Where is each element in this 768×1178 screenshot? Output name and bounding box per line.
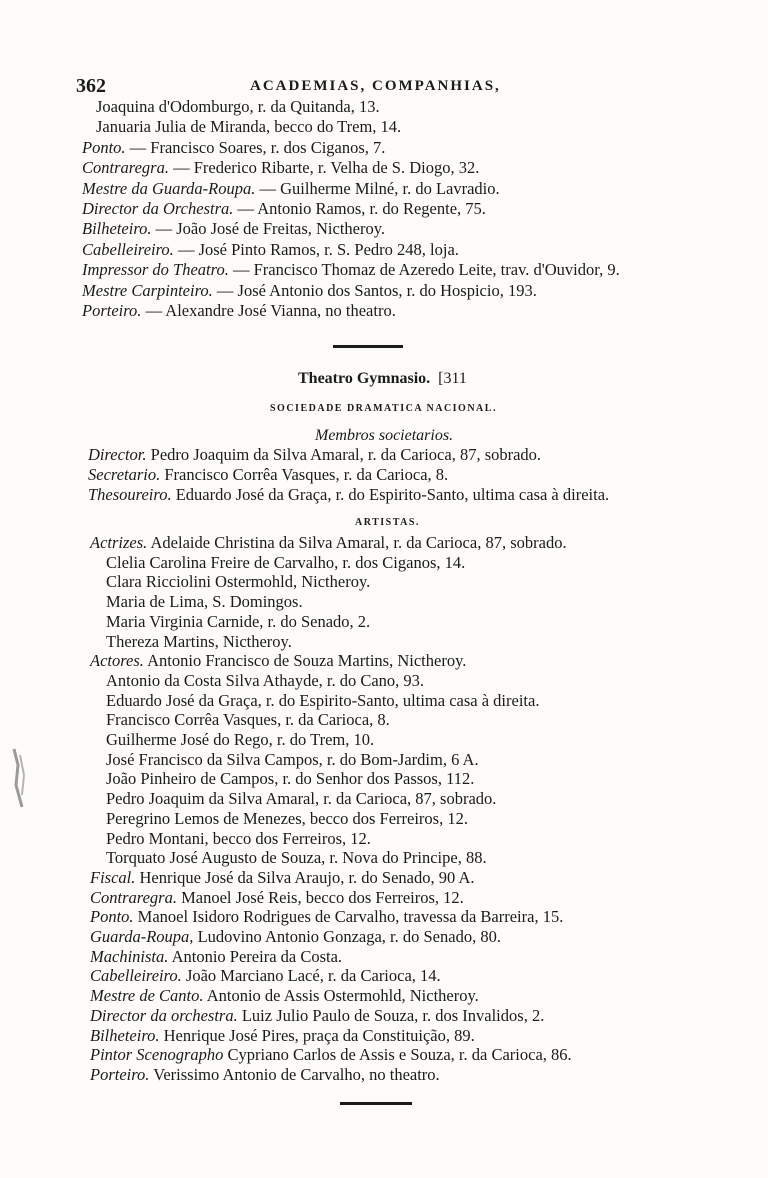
list-item: [82, 179, 500, 199]
role-label: Bilheteiro.: [82, 219, 152, 239]
entry-text: Antonio Francisco de Souza Martins, Nictheroy.: [143, 651, 467, 671]
role-label: Mestre da Guarda-Roupa.: [82, 178, 256, 198]
role-label: Actrizes.: [90, 533, 148, 552]
entry-text: Maria Virginia Carnide, r. do Senado, 2.: [106, 611, 371, 631]
list-item: [90, 1045, 572, 1065]
role-label: Porteiro.: [82, 301, 142, 320]
role-label: Fiscal.: [90, 867, 136, 887]
list-item: [82, 199, 486, 219]
list-item: [82, 158, 479, 178]
entry-text: João Pinheiro de Campos, r. do Senhor dos Passos, 112.: [106, 769, 475, 789]
role-label: Machinista.: [90, 946, 169, 966]
list-item: [88, 465, 448, 485]
list-item: [106, 710, 390, 730]
entry-text: — José Antonio dos Santos, r. do Hospicio, 193.: [212, 280, 537, 300]
role-label: Porteiro.: [90, 1064, 150, 1084]
role-label: Cabelleireiro.: [82, 239, 174, 259]
list-item: [106, 809, 468, 829]
entry-text: Francisco Corrêa Vasques, r. da Carioca, 8.: [160, 465, 449, 485]
list-item: [106, 829, 371, 849]
role-label: Mestre de Canto.: [90, 986, 204, 1006]
entry-text: — José Pinto Ramos, r. S. Pedro 248, loja.: [173, 239, 459, 259]
role-label: Secretario.: [88, 465, 161, 485]
role-label: Contraregra.: [90, 887, 177, 907]
entry-text: — Frederico Ribarte, r. Velha de S. Diogo, 32.: [168, 158, 480, 178]
entry-text: Francisco Corrêa Vasques, r. da Carioca, 8.: [106, 710, 390, 730]
entry-text: Manoel José Reis, becco dos Ferreiros, 12.: [176, 887, 464, 907]
entry-text: Eduardo José da Graça, r. do Espirito-Santo, ultima casa à direita.: [171, 485, 610, 505]
entry-text: Adelaide Christina da Silva Amaral, r. da Carioca, 87, sobrado.: [147, 533, 567, 552]
list-item: [106, 612, 370, 632]
role-label: Pintor Scenographo: [90, 1045, 224, 1065]
list-item: [96, 97, 380, 117]
entry-text: João Marciano Lacé, r. da Carioca, 14.: [181, 966, 441, 986]
list-item: [106, 632, 292, 652]
page-number: 362: [76, 75, 106, 97]
list-item: [96, 117, 401, 137]
margin-stamp-mark: [8, 745, 32, 815]
entry-text: Joaquina d'Odomburgo, r. da Quitanda, 13.: [96, 97, 380, 116]
role-label: Actores.: [90, 651, 144, 671]
list-item: [90, 1006, 544, 1026]
entry-text: Maria de Lima, S. Domingos.: [106, 592, 303, 612]
list-item: [106, 769, 474, 789]
entry-text: Januaria Julia de Miranda, becco do Trem, 14.: [96, 117, 402, 137]
list-item: [90, 986, 479, 1006]
list-item: [90, 1026, 475, 1046]
entry-text: Manoel Isidoro Rodrigues de Carvalho, travessa da Barreira, 15.: [133, 907, 564, 927]
running-head: ACADEMIAS, COMPANHIAS,: [250, 78, 501, 94]
role-label: Mestre Carpinteiro.: [82, 280, 213, 300]
artists-heading: ARTISTAS.: [355, 517, 420, 528]
list-item: [106, 730, 374, 750]
entry-text: Pedro Montani, becco dos Ferreiros, 12.: [106, 828, 371, 848]
entry-text: Thereza Martins, Nictheroy.: [106, 631, 292, 651]
list-item: [82, 138, 385, 158]
page-header: [72, 75, 672, 99]
list-item: [106, 691, 539, 711]
list-item: [88, 445, 541, 465]
entry-text: Cypriano Carlos de Assis e Souza, r. da Carioca, 86.: [223, 1045, 572, 1065]
list-item: [82, 301, 396, 321]
entry-text: Torquato José Augusto de Souza, r. Nova do Principe, 88.: [106, 848, 487, 868]
list-item: [106, 750, 479, 770]
entry-text: Eduardo José da Graça, r. do Espirito-Santo, ultima casa à direita.: [106, 690, 540, 710]
entry-text: Antonio Pereira da Costa.: [168, 946, 343, 966]
role-label: Ponto.: [82, 137, 126, 157]
entry-text: Henrique José Pires, praça da Constituição, 89.: [159, 1025, 475, 1045]
list-item: [90, 651, 466, 671]
role-label: Impressor do Theatro.: [82, 260, 229, 280]
list-item: [106, 789, 496, 809]
list-item: [82, 260, 620, 280]
list-item: [90, 868, 475, 888]
entry-text: — João José de Freitas, Nictheroy.: [151, 219, 386, 239]
entry-text: Ludovino Antonio Gonzaga, r. do Senado, 80.: [193, 927, 501, 946]
list-item: [106, 592, 303, 612]
role-label: Bilheteiro.: [90, 1025, 160, 1045]
list-item: [90, 1065, 440, 1085]
entry-text: Pedro Joaquim da Silva Amaral, r. da Carioca, 87, sobrado.: [146, 445, 542, 464]
entry-text: — Antonio Ramos, r. do Regente, 75.: [233, 199, 486, 218]
role-label: Director da orchestra.: [90, 1005, 238, 1025]
entry-text: Antonio da Costa Silva Athayde, r. do Cano, 93.: [106, 670, 425, 690]
list-item: [90, 888, 464, 908]
list-item: [90, 927, 501, 947]
entry-text: — Francisco Soares, r. dos Ciganos, 7.: [125, 137, 386, 157]
entry-text: Clara Ricciolini Ostermohld, Nictheroy.: [106, 572, 371, 592]
entry-text: José Francisco da Silva Campos, r. do Bom-Jardim, 6 A.: [106, 749, 479, 769]
role-label: Cabelleireiro.: [90, 966, 182, 986]
list-item: [88, 485, 609, 505]
section-divider: [333, 345, 403, 348]
members-heading: Membros societarios.: [315, 427, 454, 444]
list-item: [106, 671, 424, 691]
entry-text: — Guilherme Milné, r. do Lavradio.: [255, 178, 500, 198]
list-item: [90, 533, 567, 553]
list-item: [106, 572, 370, 592]
list-item: [90, 966, 441, 986]
entry-text: Antonio de Assis Ostermohld, Nictheroy.: [203, 986, 479, 1006]
list-item: [90, 947, 342, 967]
role-label: Thesoureiro.: [88, 485, 172, 505]
end-divider: [340, 1102, 412, 1105]
entry-text: Luiz Julio Paulo de Souza, r. dos Invalidos, 2.: [237, 1005, 545, 1025]
entry-text: Henrique José da Silva Araujo, r. do Senado, 90 A.: [135, 867, 475, 887]
list-item: [82, 281, 537, 301]
list-item: [106, 553, 465, 573]
role-label: Guarda-Roupa,: [90, 927, 194, 946]
entry-text: Peregrino Lemos de Menezes, becco dos Ferreiros, 12.: [106, 808, 468, 828]
section-title: Theatro Gymnasio. [311: [298, 370, 467, 387]
role-label: Contraregra.: [82, 158, 169, 178]
list-item: [90, 907, 563, 927]
list-item: [106, 848, 487, 868]
list-item: [82, 240, 459, 260]
role-label: Ponto.: [90, 907, 134, 927]
entry-text: Verissimo Antonio de Carvalho, no theatro.: [149, 1064, 440, 1084]
society-heading: SOCIEDADE DRAMATICA NACIONAL.: [270, 403, 497, 414]
role-label: Director.: [88, 445, 147, 464]
entry-text: Clelia Carolina Freire de Carvalho, r. dos Ciganos, 14.: [106, 552, 466, 572]
entry-text: Guilherme José do Rego, r. do Trem, 10.: [106, 730, 375, 749]
entry-text: Pedro Joaquim da Silva Amaral, r. da Carioca, 87, sobrado.: [106, 789, 497, 809]
entry-text: — Francisco Thomaz de Azeredo Leite, trav. d'Ouvidor, 9.: [228, 260, 620, 280]
entry-text: — Alexandre José Vianna, no theatro.: [141, 301, 396, 320]
list-item: [82, 219, 385, 239]
role-label: Director da Orchestra.: [82, 199, 234, 218]
